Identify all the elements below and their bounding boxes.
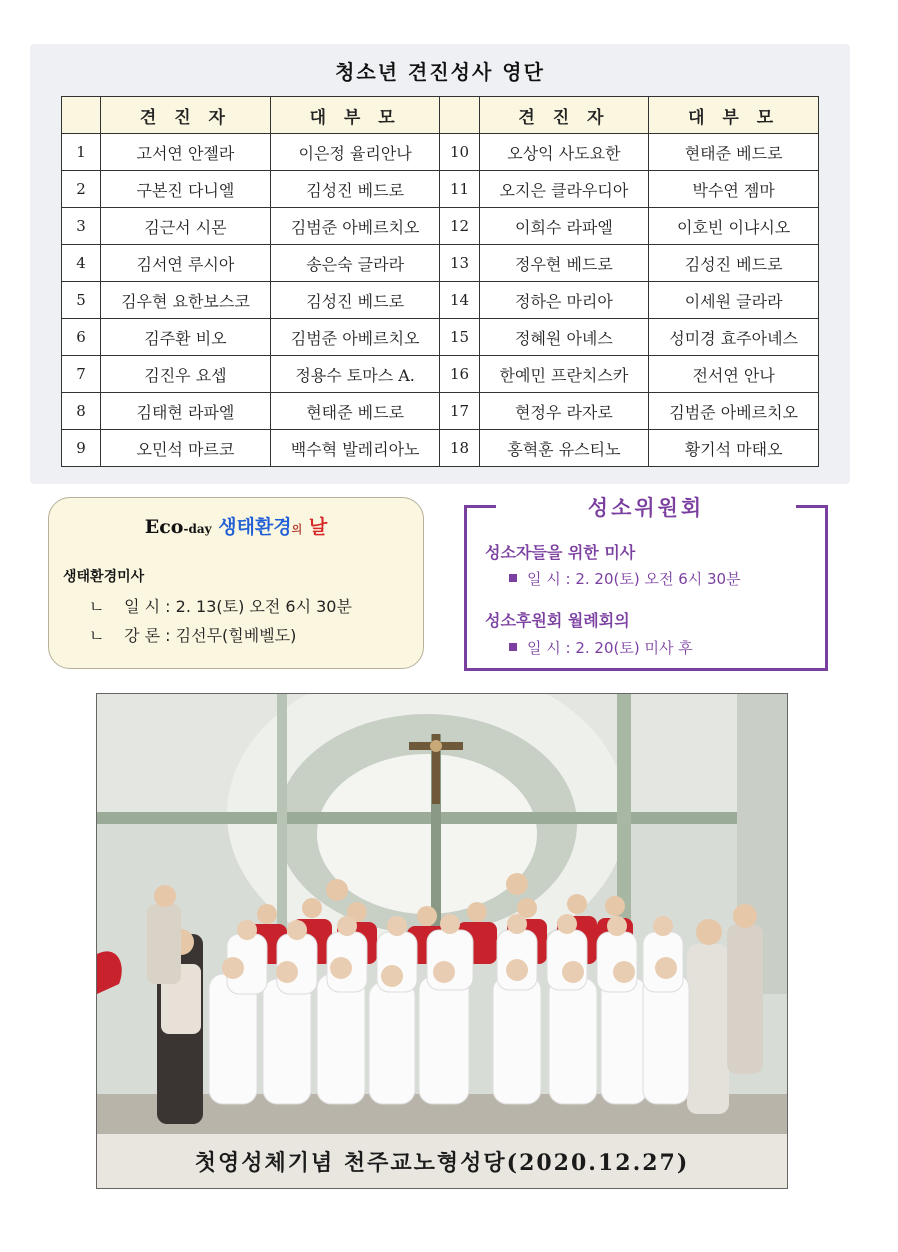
roster-table [61, 96, 819, 467]
roster-number: 1 [62, 134, 101, 171]
roster-number-2: 11 [440, 171, 479, 208]
vocation-mass-heading: 성소자들을 위한 미사 [485, 543, 636, 562]
roster-number: 6 [62, 319, 101, 356]
roster-number-2: 18 [440, 430, 479, 467]
roster-row [62, 245, 819, 282]
confirmand-name: 김진우 요셉 [101, 356, 271, 393]
godparent-name: 이은정 율리안나 [270, 134, 440, 171]
eco-time-value: 2. 13(토) 오전 6시 30분 [175, 597, 352, 616]
vocation-meeting-heading: 성소후원회 월례회의 [485, 611, 630, 630]
godparent-name: 정용수 토마스 A. [270, 356, 440, 393]
eco-homily-label: 강 론 : [124, 626, 171, 645]
confirmand-name: 구본진 다니엘 [101, 171, 271, 208]
roster-title: 청소년 견진성사 영단 [335, 60, 545, 84]
roster-number-2: 10 [440, 134, 479, 171]
godparent-name-2: 성미경 효주아녜스 [649, 319, 819, 356]
godparent-name: 현태준 베드로 [270, 393, 440, 430]
godparent-name: 백수혁 발레리아노 [270, 430, 440, 467]
header-confirmand: 견 진 자 [101, 97, 271, 134]
godparent-name: 김성진 베드로 [270, 282, 440, 319]
bullet-square-icon [509, 643, 517, 651]
godparent-name-2: 김성진 베드로 [649, 245, 819, 282]
roster-number-2: 16 [440, 356, 479, 393]
roster-row [62, 356, 819, 393]
roster-row [62, 319, 819, 356]
godparent-name-2: 황기석 마태오 [649, 430, 819, 467]
vocation-mass-time [509, 568, 741, 589]
confirmand-name-2: 현정우 라자로 [479, 393, 649, 430]
header-godparent-2: 대 부 모 [649, 97, 819, 134]
photo-illustration [97, 694, 787, 1188]
first-communion-group-photo [96, 693, 788, 1189]
confirmand-name: 오민석 마르코 [101, 430, 271, 467]
confirmand-name-2: 정하은 마리아 [479, 282, 649, 319]
eco-title-day-kr: 날 [308, 516, 328, 538]
confirmand-name: 김주환 비오 [101, 319, 271, 356]
confirmation-roster-section [30, 44, 850, 484]
roster-number: 5 [62, 282, 101, 319]
roster-number: 2 [62, 171, 101, 208]
eco-title-of: 의 [291, 523, 303, 536]
eco-time-line [89, 594, 352, 617]
confirmand-name-2: 오지은 클라우디아 [479, 171, 649, 208]
roster-number-2: 17 [440, 393, 479, 430]
header-number [62, 97, 101, 134]
eco-title-eco: Eco [144, 516, 184, 538]
confirmand-name-2: 정우현 베드로 [479, 245, 649, 282]
confirmand-name: 김우현 요한보스코 [101, 282, 271, 319]
roster-number-2: 13 [440, 245, 479, 282]
eco-time-label: 일 시 : [124, 597, 171, 616]
photo-caption: 첫영성체기념 천주교노형성당(2020.12.27) [194, 1150, 690, 1176]
roster-number: 7 [62, 356, 101, 393]
eco-title-day: -day [183, 522, 212, 536]
committee-title: 성소위원회 [587, 496, 705, 520]
godparent-name-2: 이호빈 이냐시오 [649, 208, 819, 245]
confirmand-name: 고서연 안젤라 [101, 134, 271, 171]
roster-row [62, 171, 819, 208]
vocation-mass-time-text: 일 시 : 2. 20(토) 오전 6시 30분 [527, 570, 741, 588]
roster-number-2: 14 [440, 282, 479, 319]
header-godparent: 대 부 모 [270, 97, 440, 134]
bullet-square-icon [509, 574, 517, 582]
roster-number: 9 [62, 430, 101, 467]
godparent-name: 김범준 아베르치오 [270, 208, 440, 245]
eco-time-marker: ㄴ [89, 597, 105, 616]
godparent-name-2: 이세원 글라라 [649, 282, 819, 319]
vocation-meeting-time-text: 일 시 : 2. 20(토) 미사 후 [527, 639, 693, 657]
eco-title-environment: 생태환경 [218, 516, 292, 538]
confirmand-name: 김태현 라파엘 [101, 393, 271, 430]
godparent-name: 김성진 베드로 [270, 171, 440, 208]
godparent-name-2: 현태준 베드로 [649, 134, 819, 171]
godparent-name: 김범준 아베르치오 [270, 319, 440, 356]
confirmand-name: 김근서 시몬 [101, 208, 271, 245]
roster-row [62, 430, 819, 467]
confirmand-name: 김서연 루시아 [101, 245, 271, 282]
eco-mass-heading: 생태환경미사 [63, 569, 145, 585]
vocation-meeting-time [509, 637, 693, 658]
roster-number: 3 [62, 208, 101, 245]
godparent-name-2: 전서연 안나 [649, 356, 819, 393]
eco-day-notice [48, 497, 424, 669]
roster-row [62, 393, 819, 430]
confirmand-name-2: 정혜원 아녜스 [479, 319, 649, 356]
roster-number: 4 [62, 245, 101, 282]
godparent-name: 송은숙 글라라 [270, 245, 440, 282]
roster-header-row [62, 97, 819, 134]
header-confirmand-2: 견 진 자 [479, 97, 649, 134]
roster-row [62, 208, 819, 245]
godparent-name-2: 박수연 젬마 [649, 171, 819, 208]
eco-day-title [49, 512, 423, 539]
confirmand-name-2: 홍혁훈 유스티노 [479, 430, 649, 467]
eco-homily-marker: ㄴ [89, 626, 105, 645]
confirmand-name-2: 이희수 라파엘 [479, 208, 649, 245]
roster-row [62, 282, 819, 319]
confirmand-name-2: 한예민 프란치스카 [479, 356, 649, 393]
roster-number-2: 15 [440, 319, 479, 356]
roster-number: 8 [62, 393, 101, 430]
roster-number-2: 12 [440, 208, 479, 245]
confirmand-name-2: 오상익 사도요한 [479, 134, 649, 171]
godparent-name-2: 김범준 아베르치오 [649, 393, 819, 430]
eco-homily-line [89, 623, 296, 646]
header-number-2 [440, 97, 479, 134]
vocation-committee-notice [464, 496, 828, 671]
eco-homily-value: 김선무(힐베벨도) [175, 626, 297, 645]
roster-row [62, 134, 819, 171]
